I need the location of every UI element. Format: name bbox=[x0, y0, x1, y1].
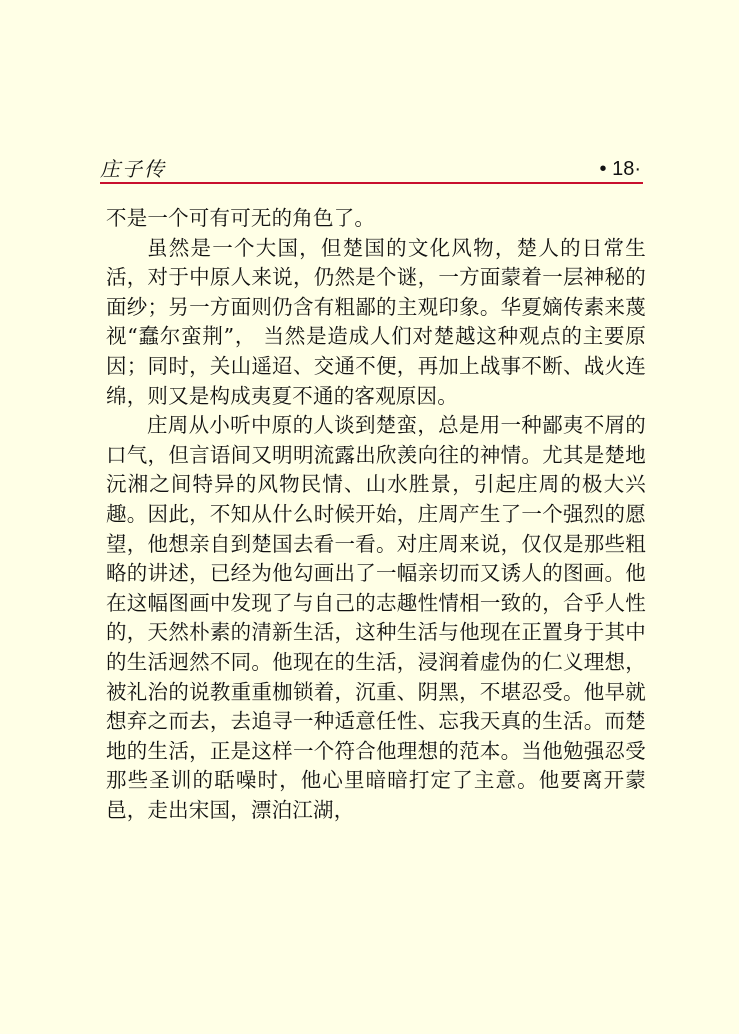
paragraph-continuation: 不是一个可有可无的角色了。 bbox=[106, 206, 376, 230]
running-header bbox=[100, 156, 641, 182]
header-rule bbox=[100, 182, 643, 184]
book-title: 庄子传 bbox=[100, 157, 166, 181]
paragraph: 虽然是一个大国，但楚国的文化风物，楚人的日常生活，对于中原人来说，仍然是个谜，一方面蒙着一层神秘的面纱；另一方面则仍含有粗鄙的主观印象。华夏嫡传素来蔑视“蠢尔蛮荆”， 当然是造成人们对楚越这种观点的主要原因；同时，关山遥迢、交通不便，再加上战事不断、战火连绵，则又是构成夷夏不通的客观原因。 bbox=[106, 235, 646, 408]
paragraph: 庄周从小听中原的人谈到楚蛮，总是用一种鄙夷不屑的口气，但言语间又明明流露出欣羡向往的神情。尤其是楚地沅湘之间特异的风物民情、山水胜景，引起庄周的极大兴趣。因此，不知从什么时候开始，庄周产生了一个强烈的愿望，他想亲自到楚国去看一看。对庄周来说，仅仅是那些粗略的讲述，已经为他勾画出了一幅亲切而又诱人的图画。他在这幅图画中发现了与自己的志趣性情相一致的，合乎人性的，天然朴素的清新生活，这种生活与他现在正置身于其中的生活迥然不同。他现在的生活，浸润着虚伪的仁义理想，被礼治的说教重重枷锁着，沉重、阴黑，不堪忍受。他早就想弃之而去，去追寻一种适意任性、忘我天真的生活。而楚地的生活，正是这样一个符合他理想的范本。当他勉强忍受那些圣训的聒噪时，他心里暗暗打定了主意。他要离开蒙邑，走出宋国，漂泊江湖， bbox=[106, 413, 646, 822]
page-number: • 18· bbox=[599, 158, 641, 180]
body-text bbox=[106, 204, 646, 825]
